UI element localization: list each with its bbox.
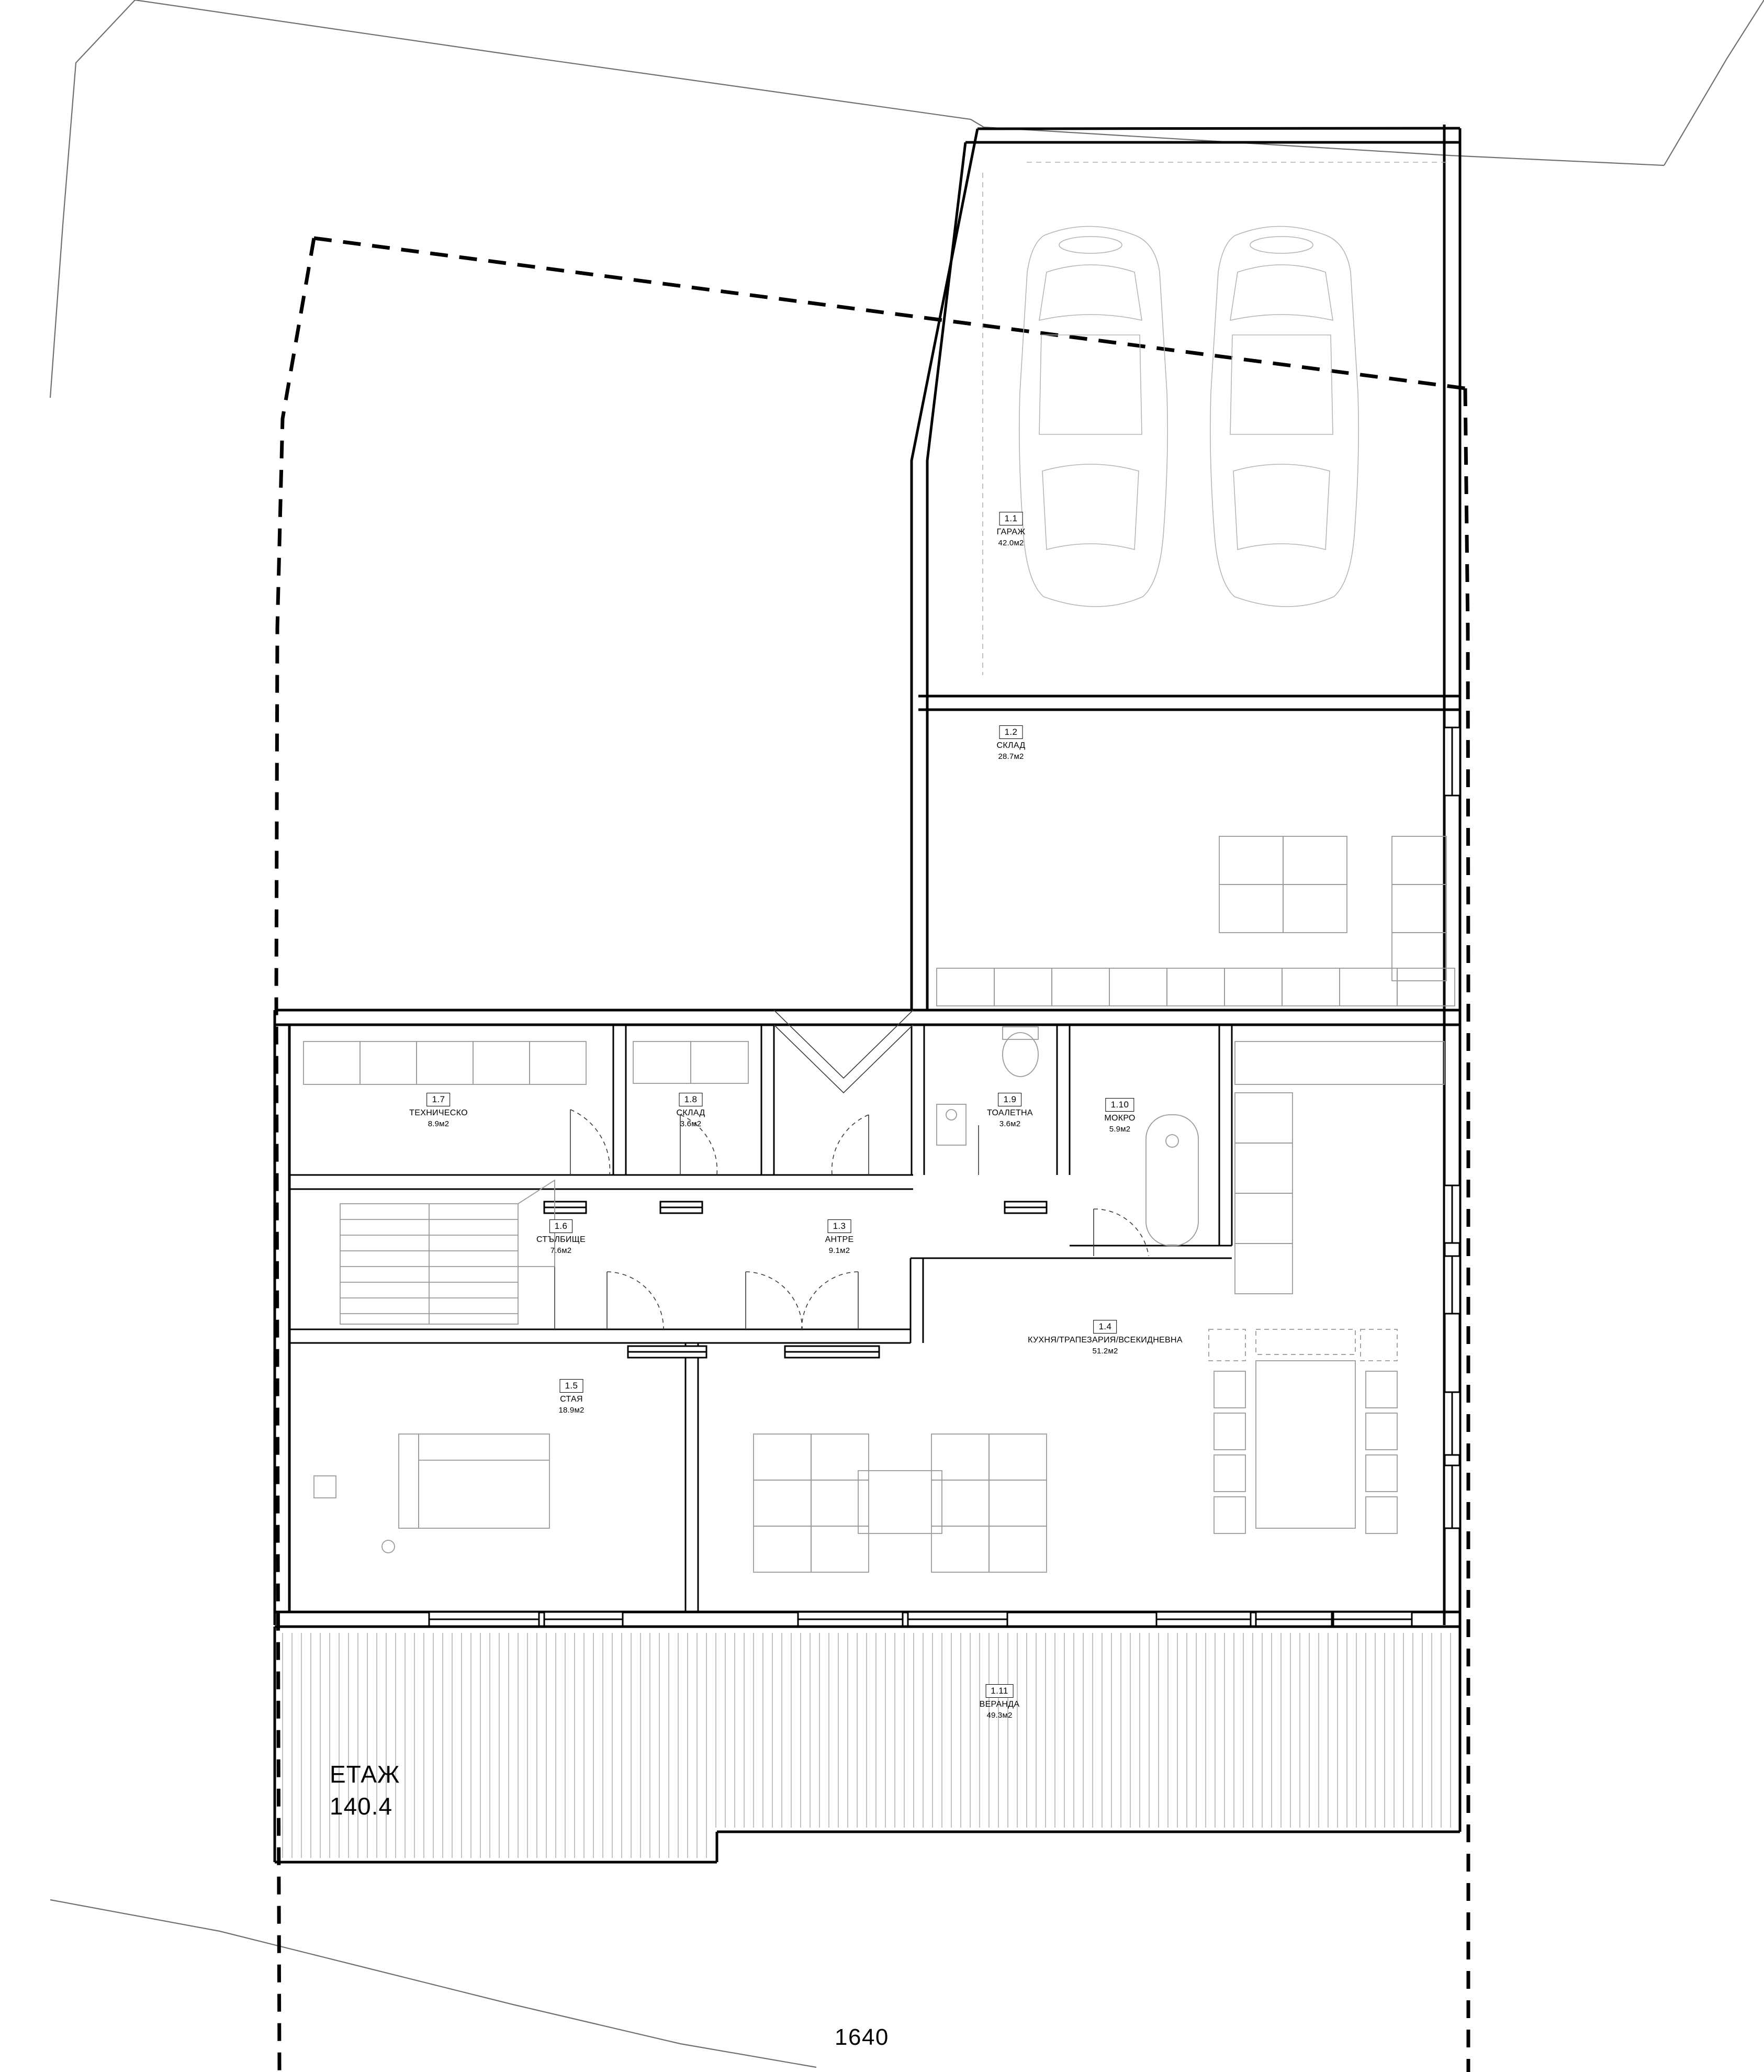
- room-area: 5.9м2: [1109, 1125, 1131, 1134]
- living-room-furniture: [754, 1434, 1047, 1572]
- room-name: АНТРЕ: [825, 1235, 854, 1245]
- room-number: 1.1: [999, 512, 1023, 525]
- room-name: СКЛАД: [676, 1108, 705, 1118]
- garage-block: [912, 125, 1460, 1010]
- room-tag-1-2: [997, 725, 1026, 762]
- room-area: 7.6м2: [550, 1246, 572, 1256]
- car-right: [1210, 227, 1358, 607]
- room-area: 9.1м2: [828, 1246, 850, 1256]
- car-left: [1019, 227, 1167, 607]
- room-tag-1-8: [677, 1093, 705, 1129]
- room-name: МОКРО: [1104, 1114, 1136, 1123]
- room-number: 1.7: [427, 1093, 451, 1106]
- room-name: ВЕРАНДА: [979, 1700, 1020, 1709]
- room-name: ТЕХНИЧЕСКО: [409, 1108, 468, 1118]
- room-tag-1-6: [536, 1219, 586, 1256]
- level-label-title: ЕТАЖ: [330, 1761, 400, 1788]
- dining-set: [1209, 1329, 1397, 1533]
- room-area: 42.0м2: [998, 539, 1024, 548]
- room-tag-1-1: [997, 512, 1026, 548]
- room-tag-1-11: [980, 1684, 1020, 1721]
- room-name: СКЛАД: [996, 741, 1026, 751]
- door-swings: [570, 1110, 1149, 1329]
- room-number: 1.4: [1094, 1320, 1117, 1334]
- room-area: 51.2м2: [1092, 1347, 1118, 1356]
- room-name: СТАЯ: [560, 1395, 583, 1404]
- room-number: 1.5: [560, 1379, 583, 1393]
- room-tag-1-10: [1104, 1098, 1135, 1135]
- room-area: 3.6м2: [999, 1119, 1021, 1129]
- room-name: ГАРАЖ: [996, 528, 1026, 537]
- site-boundary: [50, 0, 1764, 2067]
- room-tag-1-5: [558, 1379, 584, 1416]
- staircase: [340, 1180, 555, 1324]
- bed: [314, 1434, 549, 1553]
- veranda: [275, 1627, 1460, 1862]
- bottom-dimension-label: 1640: [835, 2024, 889, 2050]
- room-number: 1.11: [985, 1684, 1013, 1698]
- room-name: КУХНЯ/ТРАПЕЗАРИЯ/ВСЕКИДНЕВНА: [1028, 1336, 1183, 1345]
- room-area: 28.7м2: [998, 752, 1024, 761]
- room-name: ТОАЛЕТНА: [987, 1108, 1033, 1118]
- room-number: 1.9: [998, 1093, 1022, 1106]
- deck-hatching: [283, 1633, 1451, 1858]
- level-label-elevation: 140.4: [330, 1792, 393, 1820]
- setback-dashed-line: [276, 238, 1468, 2072]
- room-area: 8.9м2: [428, 1119, 450, 1129]
- kitchen-counter: [1235, 1041, 1444, 1294]
- room-number: 1.3: [828, 1219, 851, 1233]
- bathtub: [1146, 1115, 1198, 1246]
- window-storage-right: [1444, 727, 1460, 796]
- level-label: [330, 1759, 400, 1822]
- storage-shelving: [937, 836, 1455, 1006]
- fixtures: [304, 1027, 1444, 1572]
- room-number: 1.10: [1106, 1098, 1134, 1112]
- room-tag-1-7: [409, 1093, 468, 1129]
- room-area: 18.9м2: [558, 1406, 585, 1415]
- room-tag-1-3: [825, 1219, 854, 1256]
- room-name: СТЪЛБИЩЕ: [536, 1235, 586, 1245]
- room-tag-1-4: [1028, 1320, 1183, 1357]
- room-area: 49.3м2: [986, 1711, 1013, 1720]
- room-number: 1.6: [549, 1219, 573, 1233]
- room-tag-1-9: [987, 1093, 1033, 1129]
- room-area: 3.6м2: [680, 1119, 702, 1129]
- room-number: 1.8: [679, 1093, 703, 1106]
- room-number: 1.2: [999, 725, 1023, 739]
